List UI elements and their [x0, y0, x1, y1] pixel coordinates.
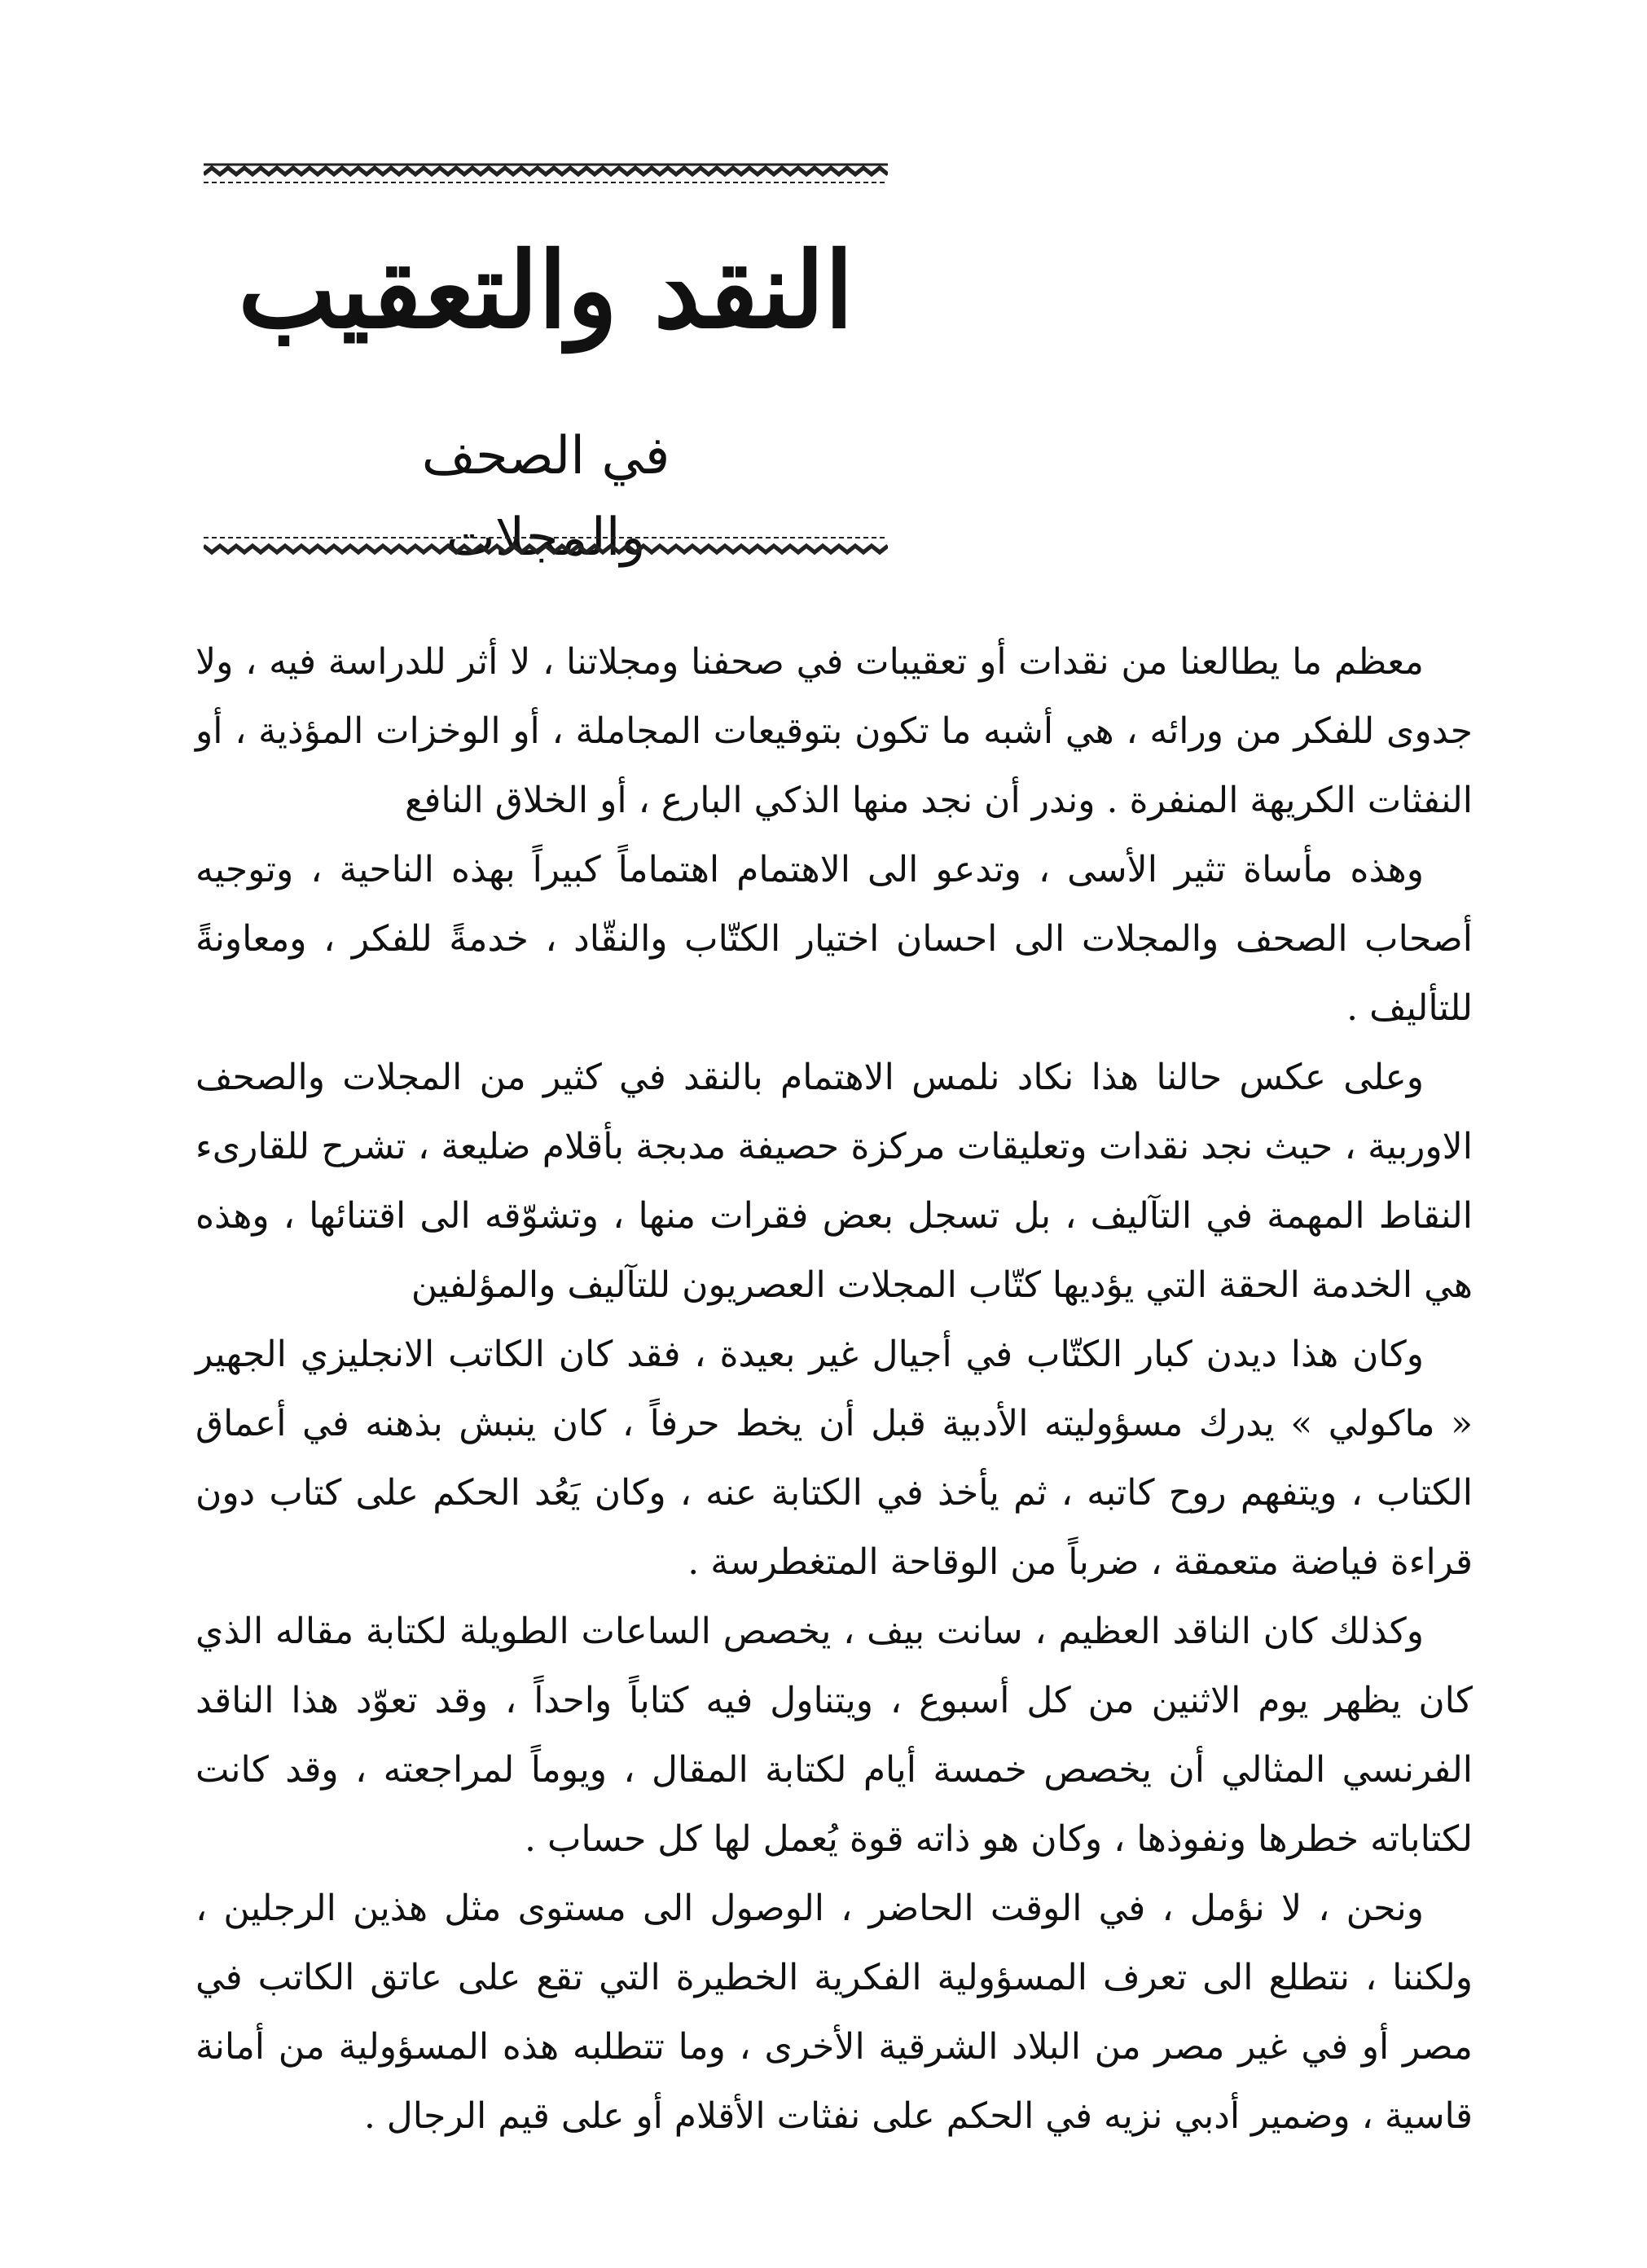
page-subtitle: في الصحف والمجلات — [421, 426, 670, 568]
paragraph: وهذه مأساة تثير الأسى ، وتدعو الى الاهتمام اهتماماً كبيراً بهذه الناحية ، وتوجيه أصحاب الصحف والمجلات الى احسان اختيار الكتّاب والنقّاد ، خدمةً للفكر ، ومعاونةً للتأليف . — [195, 849, 1473, 1029]
paragraph: وكان هذا ديدن كبار الكتّاب في أجيال غير بعيدة ، فقد كان الكاتب الانجليزي الجهير « ماكولي » يدرك مسؤوليته الأدبية قبل أن يخط حرفاً ، كان ينبش بذهنه في أعماق الكتاب ، ويتفهم روح كاتبه ، ثم يأخذ في الكتابة عنه ، وكان يَعُد الحكم على كتاب دون قراءة فياضة متعمقة ، ضرباً من الوقاحة المتغطرسة . — [195, 1334, 1473, 1583]
article-body — [195, 627, 1473, 2175]
bottom-ornamental-border — [204, 536, 888, 557]
paragraph: وكذلك كان الناقد العظيم ، سانت بيف ، يخصص الساعات الطويلة لكتابة مقاله الذي كان يظهر يوم الاثنين من كل أسبوع ، ويتناول فيه كتاباً واحداً ، وقد تعوّد هذا الناقد الفرنسي المثالي أن يخصص خمسة أيام لكتابة المقال ، ويوماً لمراجعته ، وقد كانت لكتاباته خطرها ونفوذها ، وكان هو ذاته قوة يُعمل لها كل حساب . — [195, 1611, 1473, 1860]
top-ornamental-border — [204, 163, 888, 184]
paragraph: معظم ما يطالعنا من نقدات أو تعقيبات في صحفنا ومجلاتنا ، لا أثر للدراسة فيه ، ولا جدوى للفكر من ورائه ، هي أشبه ما تكون بتوقيعات المجاملة ، أو الوخزات المؤذية ، أو النفثات الكريهة المنفرة . وندر أن نجد منها الذكي البارع ، أو الخلاق النافع — [195, 641, 1473, 821]
paragraph: ونحن ، لا نؤمل ، في الوقت الحاضر ، الوصول الى مستوى مثل هذين الرجلين ، ولكننا ، نتطلع الى تعرف المسؤولية الفكرية الخطيرة التي تقع على عاتق الكاتب في مصر أو في غير مصر من البلاد الشرقية الأخرى ، وما تتطلبه هذه المسؤولية من أمانة قاسية ، وضمير أدبي نزيه في الحكم على نفثات الأقلام أو على قيم الرجال . — [195, 1888, 1474, 2137]
paragraph: وعلى عكس حالنا هذا نكاد نلمس الاهتمام بالنقد في كثير من المجلات والصحف الاوربية ، حيث نجد نقدات وتعليقات مركزة حصيفة مدبجة بأقلام ضليعة ، تشرح للقارىء النقاط المهمة في التآليف ، بل تسجل بعض فقرات منها ، وتشوّقه الى اقتنائها ، وهذه هي الخدمة الحقة التي يؤديها كتّاب المجلات العصريون للتآليف والمؤلفين — [195, 1057, 1473, 1306]
page-title: النقد والتعقيب — [238, 230, 854, 352]
